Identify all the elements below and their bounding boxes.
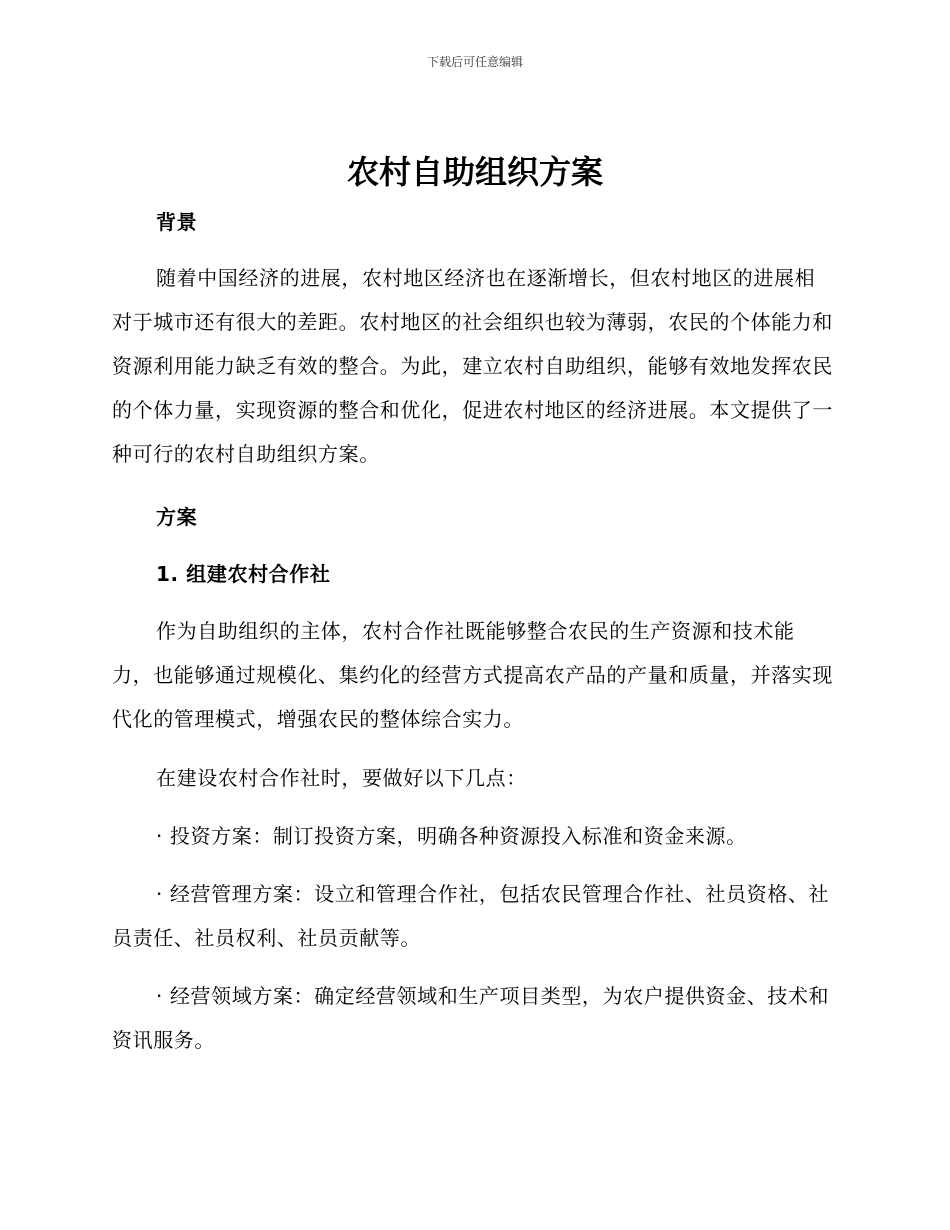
subsection-heading-cooperative: 1. 组建农村合作社 [156,562,331,586]
list-item-management: · 经营管理方案：设立和管理合作社，包括农民管理合作社、社员资格、社员责任、社员权利、社员贡献等。 [112,882,830,950]
section-heading-plan: 方案 [156,505,198,529]
paragraph-cooperative: 作为自助组织的主体，农村合作社既能够整合农民的生产资源和技术能力，也能够通过规模化、集约化的经营方式提高农产品的产量和质量，并落实现代化的管理模式，增强农民的整体综合实力。 [112,619,833,731]
list-item-business-field: · 经营领域方案：确定经营领域和生产项目类型，为农户提供资金、技术和资讯服务。 [112,984,830,1052]
section-heading-background: 背景 [156,210,198,234]
document-title: 农村自助组织方案 [346,153,603,191]
list-item-investment: · 投资方案：制订投资方案，明确各种资源投入标准和资金来源。 [156,824,747,848]
header-note: 下载后可任意编辑 [426,55,523,69]
paragraph-background: 随着中国经济的进展，农村地区经济也在逐渐增长，但农村地区的进展相对于城市还有很大的差距。农村地区的社会组织也较为薄弱，农民的个体能力和资源利用能力缺乏有效的整合。为此，建立农村自助组织，能够有效地发挥农民的个体力量，实现资源的整合和优化，促进农村地区的经济进展。本文提供了一种可行的农村自助组织方案。 [112,266,833,466]
paragraph-cooperative-intro: 在建设农村合作社时，要做好以下几点： [156,766,527,790]
